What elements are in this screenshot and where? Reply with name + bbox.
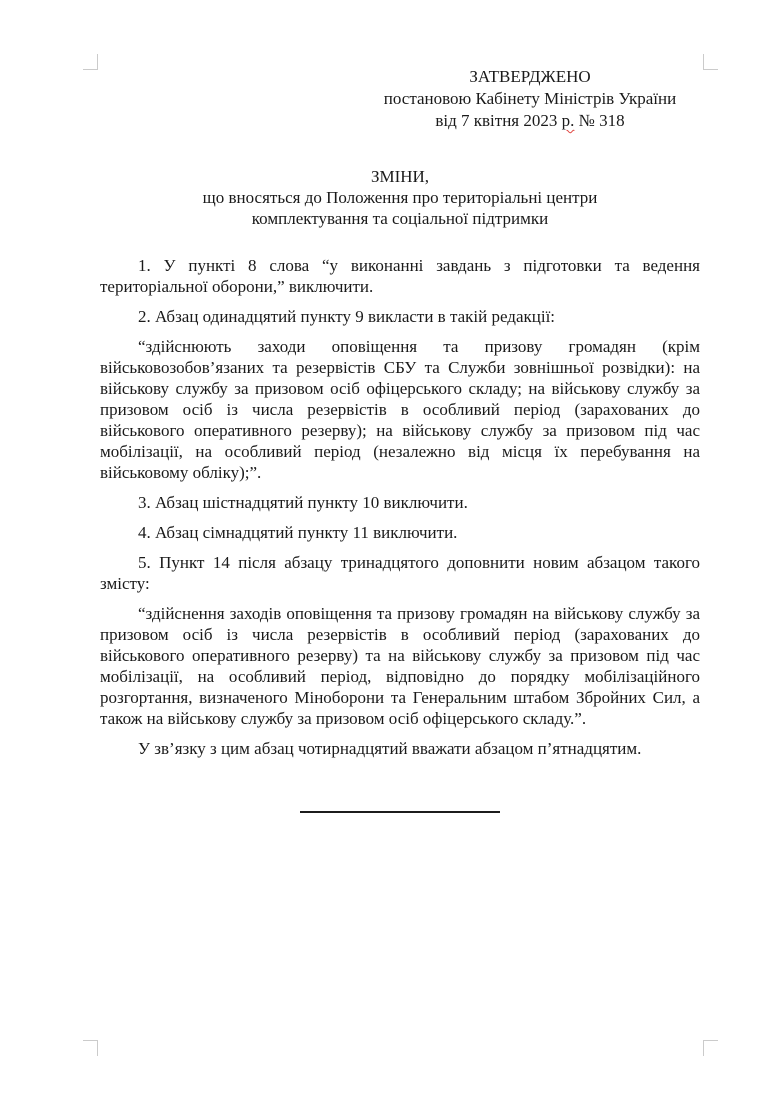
amendment-item-1: 1. У пункті 8 слова “у виконанні завдань з підготовки та ведення територіальної оборони,” виключити. (100, 256, 700, 296)
title-line-1: ЗМІНИ, (370, 167, 430, 186)
section-divider (300, 811, 500, 813)
approval-date-prefix: від 7 квітня 2023 (435, 111, 562, 130)
amendment-item-3: 3. Абзац шістнадцятий пункту 10 виключити. (138, 493, 468, 512)
text-boundary-mark-top-left (83, 54, 98, 70)
text-boundary-mark-bottom-right (703, 1040, 718, 1056)
title-line-2: що вносяться до Положення про територіальні центри (202, 188, 598, 207)
quoted-provision-2: “здійснення заходів оповіщення та призову громадян на військову службу за призовом осіб із числа резервістів в особливий період (зарахованих до військового оперативного резерву) та на військову службу за призовом під час мобілізації, на особливий період, відповідно до порядку мобілізаційного розгортання, визначеного Міноборони та Генеральним штабом Збройних Сил, а також на військову службу за призовом осіб офіцерського складу.”. (100, 604, 700, 728)
approval-authority: постановою Кабінету Міністрів України (383, 89, 677, 108)
spellcheck-underlined-word: р. (561, 111, 575, 130)
approval-heading: ЗАТВЕРДЖЕНО (469, 67, 591, 86)
document-content (100, 0, 700, 813)
text-boundary-mark-bottom-left (83, 1040, 98, 1056)
document-title (100, 166, 700, 229)
amendment-item-5: 5. Пункт 14 після абзацу тринадцятого доповнити новим абзацом такого змісту: (100, 553, 700, 593)
amendment-item-4: 4. Абзац сімнадцятий пункту 11 виключити. (138, 523, 458, 542)
amendment-item-2: 2. Абзац одинадцятий пункту 9 викласти в такій редакції: (138, 307, 556, 326)
text-boundary-mark-top-right (703, 54, 718, 70)
approval-stamp-block (360, 66, 700, 132)
quoted-provision-1: “здійснюють заходи оповіщення та призову громадян (крім військовозобов’язаних та резервістів СБУ та Служби зовнішньої розвідки): на військову службу за призовом осіб офіцерського складу; на військову службу за призовом осіб із числа резервістів в особливий період (зарахованих до військового оперативного резерву); на військову службу за призовом під час мобілізації, на особливий період (незалежно від місця їх перебування на військовому обліку);”. (100, 337, 700, 482)
approval-doc-number: № 318 (574, 111, 625, 130)
title-line-3: комплектування та соціальної підтримки (251, 209, 549, 228)
approval-date-number (360, 110, 700, 132)
closing-paragraph: У зв’язку з цим абзац чотирнадцятий вважати абзацом п’ятнадцятим. (138, 739, 642, 758)
